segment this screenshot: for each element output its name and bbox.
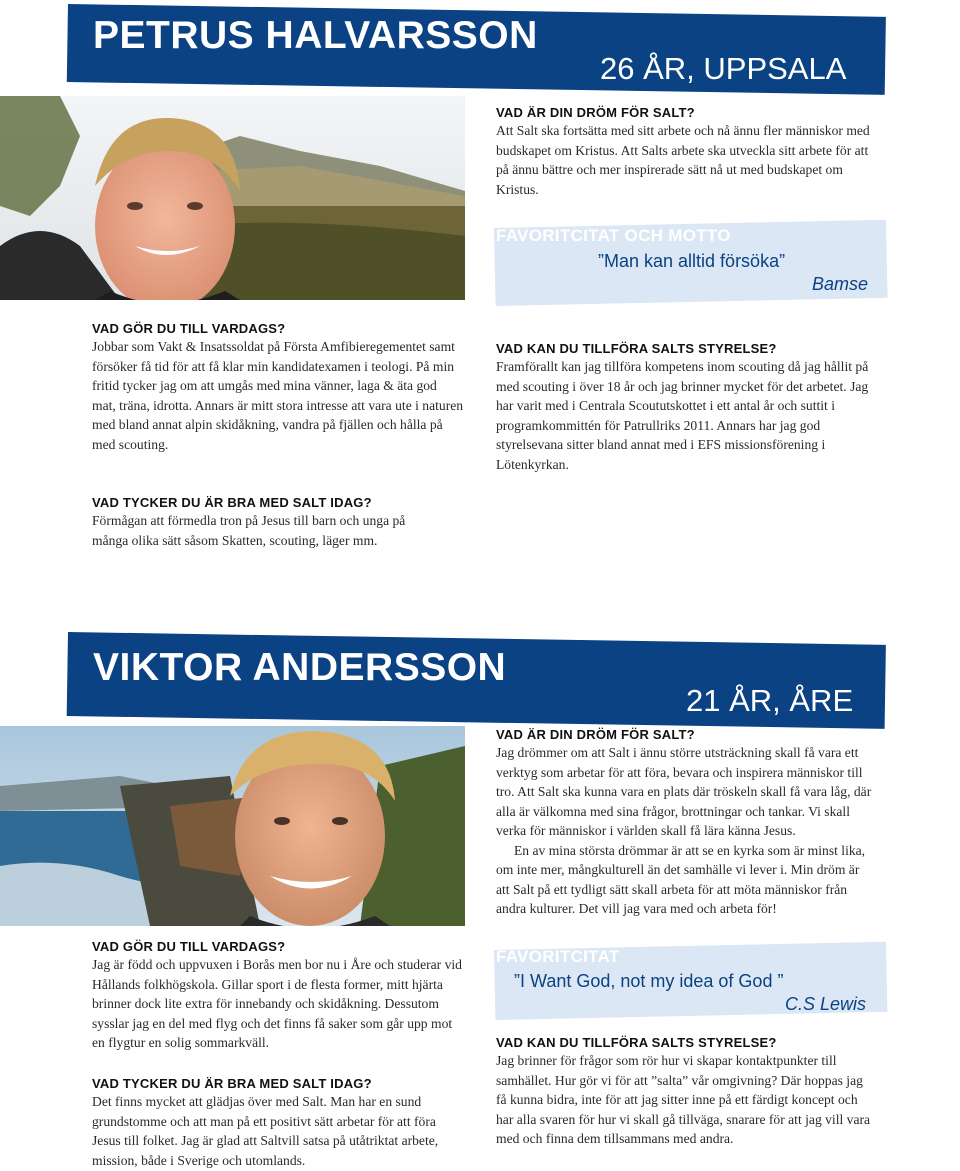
portrait-photo-petrus	[0, 96, 465, 300]
section-text: Jag brinner för frågor som rör hur vi skapar kontaktpunkter till samhället. Hur gör vi för att ”salta” vår omgivning? Där hoppas jag få kunna bidra, inte för att jag sitter inne på ett färdigt koncept och har alla svaren för hur vi skall gå tillväga, snarare för att jag vill vara med och finna dem tillsammans med andra.	[496, 1053, 871, 1146]
good-section	[92, 1075, 464, 1170]
good-section	[92, 494, 432, 550]
section-heading: VAD ÄR DIN DRÖM FÖR SALT?	[496, 727, 695, 742]
person-age-city: 26 ÅR, UPPSALA	[600, 51, 847, 86]
favorite-quote: ”I Want God, not my idea of God ”	[514, 971, 784, 991]
section-text: Jobbar som Vakt & Insatssoldat på Första Amfibieregementet samt försöker få tid för att få klar min kandidatexamen i teologi. På min fritid tycker jag om att umgås med mina vänner, laga & äta god mat, träna, idrotta. Annars är mitt stora intresse att vara ute i naturen med bland annat alpin skidåkning, vandra på fjällen och hålla på med scouting.	[92, 339, 464, 452]
section-heading: VAD GÖR DU TILL VARDAGS?	[92, 939, 286, 954]
section-text: Framförallt kan jag tillföra kompetens inom scouting då jag hållit på med scouting i över 18 år och jag brinner mycket för det arbetet. Jag har varit med i Centrala Scoututskottet i ett antal år och suttit i programkommittén för Patrullriks 2011. Annars har jag god styrelsevana sitter bland annat med i EFS missionsförening i Lötenkyrkan.	[496, 359, 869, 472]
daily-section	[92, 320, 464, 454]
favorite-title: FAVORITCITAT OCH MOTTO	[496, 226, 731, 245]
section-heading: VAD KAN DU TILLFÖRA SALTS STYRELSE?	[496, 1035, 777, 1050]
person-name: VIKTOR ANDERSSON	[93, 646, 507, 689]
daily-section	[92, 938, 464, 1053]
section-text: Det finns mycket att glädjas över med Salt. Man har en sund grundstomme och att man på ett positivt sätt arbetar för att föra Jesus till folket. Jag är glad att Saltvill satsa på utåtriktat arbete, mission, både i Sverige och utomlands.	[92, 1094, 439, 1168]
section-text-continued: En av mina största drömmar är att se en kyrka som är minst lika, om inte mer, mångkulturell än det samhälle vi lever i. Min dröm är att Salt på ett tydligt sätt skall arbeta för att möta människor från andra kulturer. Det vill jag vara med och arbeta för!	[496, 842, 866, 916]
favorite-author: Bamse	[812, 274, 869, 294]
section-text: Jag drömmer om att Salt i ännu större utsträckning skall få vara ett verktyg som arbetar för att föra, bevara och inspirera människor till tro. Att Salt ska kunna vara en plats där tröskeln skall få vara låg, där alla är välkomna med sina frågor, brottningar och tankar. Vi skall verka för människor i världen skall få lära känna Jesus.	[496, 745, 872, 838]
favorite-quote: ”Man kan alltid försöka”	[598, 251, 786, 271]
portrait-photo-viktor	[0, 726, 465, 926]
section-heading: VAD TYCKER DU ÄR BRA MED SALT IDAG?	[92, 1076, 372, 1091]
section-heading: VAD GÖR DU TILL VARDAGS?	[92, 321, 286, 336]
section-heading: VAD KAN DU TILLFÖRA SALTS STYRELSE?	[496, 341, 777, 356]
section-text: Förmågan att förmedla tron på Jesus till barn och unga på många olika sätt såsom Skatten, scouting, läger mm.	[92, 513, 406, 548]
dream-section	[496, 104, 876, 199]
person-age-city: 21 ÅR, ÅRE	[686, 683, 854, 718]
section-text: Att Salt ska fortsätta med sitt arbete och nå ännu fler människor med budskapet om Kristus. Att Salts arbete ska utveckla sitt arbete för att på ännu bättre och mer inspirerade sätt nå ut med budskapet om Kristus.	[496, 123, 870, 197]
favorite-title: FAVORITCITAT	[496, 947, 620, 966]
section-heading: VAD ÄR DIN DRÖM FÖR SALT?	[496, 105, 695, 120]
contribute-section	[496, 1034, 872, 1149]
person-name: PETRUS HALVARSSON	[93, 14, 538, 57]
section-heading: VAD TYCKER DU ÄR BRA MED SALT IDAG?	[92, 495, 372, 510]
section-text: Jag är född och uppvuxen i Borås men bor nu i Åre och studerar vid Hållands folkhögskola. Gillar sport i de flesta former, mitt hjärta brinner dock lite extra för innebandy och skidåkning. Dessutom sysslar jag en del med flyg och det finns få saker som går upp mot en flygtur en solig sommarkväll.	[92, 957, 462, 1050]
favorite-author: C.S Lewis	[785, 994, 867, 1014]
dream-section	[496, 726, 874, 919]
contribute-section	[496, 340, 872, 474]
